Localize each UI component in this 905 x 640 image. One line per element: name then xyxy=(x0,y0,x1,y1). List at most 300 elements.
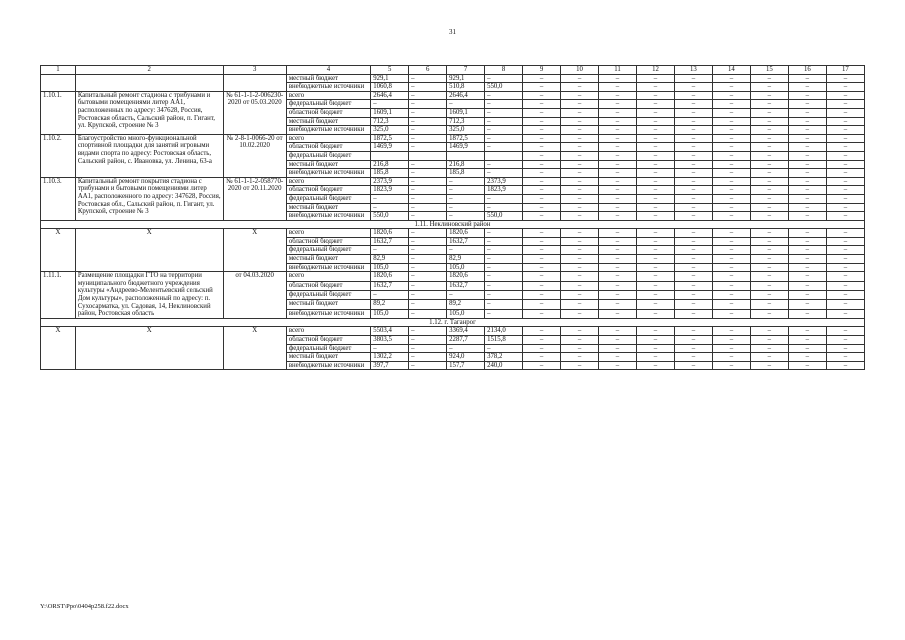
amount-cell: – xyxy=(409,237,447,246)
empty-value-cell: – xyxy=(561,246,599,255)
empty-value-cell: – xyxy=(750,151,788,160)
empty-value-cell: – xyxy=(599,91,637,100)
empty-value-cell: – xyxy=(599,336,637,345)
empty-value-cell: – xyxy=(826,126,864,135)
amount-cell: – xyxy=(485,246,523,255)
empty-value-cell: – xyxy=(523,126,561,135)
empty-value-cell: – xyxy=(636,229,674,238)
empty-value-cell: – xyxy=(599,300,637,309)
empty-value-cell: – xyxy=(561,134,599,143)
empty-value-cell: – xyxy=(636,194,674,203)
empty-value-cell: – xyxy=(523,290,561,299)
empty-value-cell: – xyxy=(599,361,637,370)
empty-value-cell: – xyxy=(599,186,637,195)
empty-value-cell: – xyxy=(826,203,864,212)
funding-source-cell: областной бюджет xyxy=(286,186,370,195)
amount-cell: – xyxy=(409,246,447,255)
column-number-cell: 5 xyxy=(371,66,409,75)
empty-value-cell: – xyxy=(636,169,674,178)
empty-value-cell: – xyxy=(712,108,750,117)
amount-cell: 712,3 xyxy=(371,117,409,126)
amount-cell: – xyxy=(485,74,523,83)
empty-value-cell: – xyxy=(636,91,674,100)
empty-value-cell: – xyxy=(561,353,599,362)
amount-cell: – xyxy=(447,100,485,109)
empty-value-cell: – xyxy=(750,169,788,178)
funding-source-cell: местный бюджет xyxy=(286,353,370,362)
empty-value-cell: – xyxy=(674,143,712,152)
empty-value-cell: – xyxy=(788,281,826,290)
amount-cell: 216,8 xyxy=(447,160,485,169)
empty-value-cell: – xyxy=(788,272,826,281)
amount-cell: – xyxy=(409,290,447,299)
amount-cell: 185,8 xyxy=(371,169,409,178)
amount-cell: 2287,7 xyxy=(447,336,485,345)
empty-value-cell: – xyxy=(561,169,599,178)
empty-value-cell: – xyxy=(788,255,826,264)
amount-cell xyxy=(485,151,523,160)
empty-value-cell: – xyxy=(636,361,674,370)
column-number-cell: 10 xyxy=(561,66,599,75)
empty-value-cell: – xyxy=(636,327,674,336)
empty-value-cell: – xyxy=(674,361,712,370)
empty-value-cell: – xyxy=(599,263,637,272)
empty-value-cell: – xyxy=(561,83,599,92)
budget-table xyxy=(40,65,865,370)
empty-value-cell: – xyxy=(826,281,864,290)
empty-value-cell: – xyxy=(826,83,864,92)
amount-cell: 325,0 xyxy=(371,126,409,135)
empty-value-cell: – xyxy=(636,83,674,92)
x-marker-cell: Х xyxy=(41,327,76,370)
table-row xyxy=(41,229,865,238)
empty-value-cell: – xyxy=(636,344,674,353)
empty-value-cell: – xyxy=(750,194,788,203)
empty-value-cell: – xyxy=(712,290,750,299)
empty-value-cell: – xyxy=(826,108,864,117)
empty-value-cell: – xyxy=(750,143,788,152)
empty-value-cell: – xyxy=(636,203,674,212)
project-document-cell: № 2-8-1-0066-20 от 10.02.2020 xyxy=(223,134,286,177)
amount-cell: 105,0 xyxy=(447,263,485,272)
empty-value-cell: – xyxy=(599,126,637,135)
empty-value-cell: – xyxy=(636,336,674,345)
amount-cell: – xyxy=(485,272,523,281)
empty-value-cell: – xyxy=(599,83,637,92)
project-description-cell: Размещение площадки ГТО на территории муниципального бюджетного учреждения культуры «Андреево-Мелентьевский сельский Дом культуры», расположенный по адресу: п. Сухосарматка, ул. Садовая, 14, Неклиновский район, Ростовская область xyxy=(75,272,223,319)
project-description-cell: Капитальный ремонт покрытия стадиона с трибунами и бытовыми помещениями литер АА1, расположенного по адресу: 347628, Россия, Ростовская обл., Сальский район, п. Гигант, ул. Крупской, строение № 3 xyxy=(75,177,223,220)
empty-value-cell: – xyxy=(674,203,712,212)
empty-value-cell: – xyxy=(788,126,826,135)
empty-value-cell: – xyxy=(523,336,561,345)
empty-value-cell: – xyxy=(674,160,712,169)
amount-cell: – xyxy=(409,229,447,238)
funding-source-cell: областной бюджет xyxy=(286,143,370,152)
empty-value-cell: – xyxy=(636,237,674,246)
empty-value-cell: – xyxy=(788,237,826,246)
funding-source-cell: федеральный бюджет xyxy=(286,246,370,255)
funding-source-cell: областной бюджет xyxy=(286,281,370,290)
amount-cell: 325,0 xyxy=(447,126,485,135)
empty-value-cell: – xyxy=(674,83,712,92)
amount-cell: 1609,1 xyxy=(371,108,409,117)
empty-value-cell: – xyxy=(636,186,674,195)
empty-value-cell: – xyxy=(826,263,864,272)
funding-source-cell: всего xyxy=(286,272,370,281)
empty-value-cell: – xyxy=(788,229,826,238)
empty-value-cell: – xyxy=(750,327,788,336)
amount-cell: 2646,4 xyxy=(447,91,485,100)
column-number-cell: 12 xyxy=(636,66,674,75)
empty-value-cell: – xyxy=(750,126,788,135)
empty-value-cell: – xyxy=(599,117,637,126)
amount-cell: 2134,0 xyxy=(485,327,523,336)
empty-value-cell: – xyxy=(826,300,864,309)
column-number-cell: 8 xyxy=(485,66,523,75)
empty-value-cell: – xyxy=(788,246,826,255)
empty-value-cell: – xyxy=(712,353,750,362)
empty-value-cell: – xyxy=(826,160,864,169)
amount-cell: – xyxy=(371,290,409,299)
empty-value-cell: – xyxy=(826,169,864,178)
empty-value-cell: – xyxy=(750,108,788,117)
empty-value-cell: – xyxy=(674,300,712,309)
empty-value-cell: – xyxy=(712,272,750,281)
empty-value-cell: – xyxy=(750,83,788,92)
empty-value-cell: – xyxy=(826,151,864,160)
empty-value-cell: – xyxy=(523,361,561,370)
amount-cell: – xyxy=(409,281,447,290)
empty-value-cell: – xyxy=(599,194,637,203)
empty-value-cell: – xyxy=(599,100,637,109)
empty-value-cell: – xyxy=(750,177,788,186)
amount-cell: 550,0 xyxy=(485,212,523,221)
funding-source-cell: внебюджетные источники xyxy=(286,263,370,272)
empty-value-cell: – xyxy=(599,74,637,83)
empty-value-cell: – xyxy=(674,290,712,299)
empty-value-cell: – xyxy=(561,203,599,212)
amount-cell: – xyxy=(409,134,447,143)
empty-value-cell: – xyxy=(599,255,637,264)
empty-value-cell: – xyxy=(561,126,599,135)
amount-cell: – xyxy=(447,246,485,255)
empty-value-cell: – xyxy=(712,281,750,290)
empty-value-cell: – xyxy=(788,160,826,169)
amount-cell: 378,2 xyxy=(485,353,523,362)
project-document-cell: № 61-1-1-2-006230-2020 от 05.03.2020 xyxy=(223,91,286,134)
empty-value-cell: – xyxy=(523,309,561,318)
empty-value-cell: – xyxy=(712,126,750,135)
empty-value-cell: – xyxy=(674,272,712,281)
amount-cell: – xyxy=(371,194,409,203)
empty-value-cell: – xyxy=(712,237,750,246)
empty-value-cell: – xyxy=(674,108,712,117)
empty-value-cell: – xyxy=(712,91,750,100)
amount-cell xyxy=(447,151,485,160)
funding-source-cell: внебюджетные источники xyxy=(286,361,370,370)
funding-source-cell: федеральный бюджет xyxy=(286,344,370,353)
amount-cell: 1469,9 xyxy=(371,143,409,152)
empty-value-cell: – xyxy=(712,336,750,345)
section-title-cell: 1.11. Неклиновский район xyxy=(41,220,865,229)
empty-value-cell: – xyxy=(788,336,826,345)
amount-cell: – xyxy=(409,126,447,135)
empty-value-cell: – xyxy=(674,281,712,290)
empty-value-cell: – xyxy=(826,194,864,203)
empty-value-cell: – xyxy=(788,143,826,152)
empty-value-cell: – xyxy=(599,281,637,290)
empty-value-cell: – xyxy=(599,151,637,160)
empty-value-cell: – xyxy=(674,255,712,264)
amount-cell: – xyxy=(485,290,523,299)
column-number-cell: 15 xyxy=(750,66,788,75)
empty-value-cell: – xyxy=(561,309,599,318)
empty-value-cell: – xyxy=(788,134,826,143)
empty-value-cell: – xyxy=(523,237,561,246)
empty-value-cell: – xyxy=(826,255,864,264)
empty-value-cell: – xyxy=(826,134,864,143)
empty-value-cell: – xyxy=(636,151,674,160)
amount-cell: 397,7 xyxy=(371,361,409,370)
amount-cell: 1060,8 xyxy=(371,83,409,92)
empty-value-cell: – xyxy=(523,246,561,255)
page-number: 31 xyxy=(449,28,456,36)
empty-value-cell: – xyxy=(561,336,599,345)
empty-value-cell: – xyxy=(826,272,864,281)
empty-value-cell: – xyxy=(636,309,674,318)
empty-value-cell: – xyxy=(636,74,674,83)
empty-value-cell: – xyxy=(674,169,712,178)
empty-value-cell: – xyxy=(561,212,599,221)
empty-value-cell: – xyxy=(750,336,788,345)
empty-value-cell: – xyxy=(750,74,788,83)
amount-cell: – xyxy=(485,309,523,318)
empty-value-cell: – xyxy=(599,134,637,143)
empty-value-cell: – xyxy=(674,177,712,186)
empty-value-cell: – xyxy=(599,169,637,178)
empty-value-cell: – xyxy=(788,177,826,186)
amount-cell: – xyxy=(409,327,447,336)
funding-source-cell: местный бюджет xyxy=(286,160,370,169)
amount-cell: 89,2 xyxy=(371,300,409,309)
empty-value-cell: – xyxy=(712,117,750,126)
empty-value-cell: – xyxy=(636,177,674,186)
amount-cell: – xyxy=(447,194,485,203)
empty-value-cell: – xyxy=(750,91,788,100)
empty-value-cell: – xyxy=(750,246,788,255)
empty-value-cell: – xyxy=(636,263,674,272)
amount-cell: 1872,5 xyxy=(447,134,485,143)
empty-value-cell: – xyxy=(523,281,561,290)
funding-source-cell: внебюджетные источники xyxy=(286,169,370,178)
table-row xyxy=(41,91,865,100)
empty-value-cell: – xyxy=(636,212,674,221)
amount-cell: – xyxy=(409,186,447,195)
empty-value-cell: – xyxy=(788,203,826,212)
empty-value-cell: – xyxy=(599,143,637,152)
empty-value-cell: – xyxy=(788,327,826,336)
empty-value-cell: – xyxy=(788,100,826,109)
empty-value-cell: – xyxy=(599,353,637,362)
empty-value-cell: – xyxy=(750,229,788,238)
empty-value-cell: – xyxy=(636,246,674,255)
amount-cell: – xyxy=(447,203,485,212)
empty-value-cell: – xyxy=(788,194,826,203)
empty-value-cell: – xyxy=(561,74,599,83)
amount-cell: 1872,5 xyxy=(371,134,409,143)
empty-value-cell: – xyxy=(712,74,750,83)
empty-value-cell: – xyxy=(712,194,750,203)
empty-value-cell: – xyxy=(712,344,750,353)
empty-value-cell: – xyxy=(523,272,561,281)
empty-value-cell: – xyxy=(712,134,750,143)
column-number-cell: 2 xyxy=(75,66,223,75)
empty-value-cell: – xyxy=(636,300,674,309)
amount-cell: 929,1 xyxy=(447,74,485,83)
empty-value-cell: – xyxy=(826,100,864,109)
empty-value-cell: – xyxy=(674,327,712,336)
empty-value-cell: – xyxy=(750,290,788,299)
empty-value-cell: – xyxy=(523,229,561,238)
funding-source-cell: внебюджетные источники xyxy=(286,126,370,135)
empty-value-cell: – xyxy=(523,344,561,353)
amount-cell: 89,2 xyxy=(447,300,485,309)
amount-cell: 712,3 xyxy=(447,117,485,126)
amount-cell: 1302,2 xyxy=(371,353,409,362)
empty-value-cell: – xyxy=(750,281,788,290)
empty-value-cell: – xyxy=(674,344,712,353)
project-description-cell: Капитальный ремонт стадиона с трибунами и бытовыми помещениями литер АА1, расположенных по адресу: 347628, Россия, Ростовская область, Сальский район, п. Гигант, ул. Крупской, строение № 3 xyxy=(75,91,223,134)
x-marker-cell: Х xyxy=(223,327,286,370)
empty-value-cell: – xyxy=(674,353,712,362)
empty-value-cell: – xyxy=(788,353,826,362)
column-number-cell: 7 xyxy=(447,66,485,75)
section-title-cell: 1.12. г. Таганрог xyxy=(41,318,865,327)
amount-cell: – xyxy=(409,91,447,100)
amount-cell: 82,9 xyxy=(447,255,485,264)
empty-value-cell: – xyxy=(561,237,599,246)
empty-value-cell: – xyxy=(636,134,674,143)
amount-cell: – xyxy=(409,255,447,264)
blank-cell xyxy=(75,74,223,91)
empty-value-cell: – xyxy=(788,91,826,100)
empty-value-cell: – xyxy=(523,83,561,92)
column-number-cell: 14 xyxy=(712,66,750,75)
amount-cell: 105,0 xyxy=(371,309,409,318)
amount-cell: – xyxy=(485,281,523,290)
empty-value-cell: – xyxy=(599,177,637,186)
funding-source-cell: всего xyxy=(286,327,370,336)
column-number-row xyxy=(41,66,865,75)
empty-value-cell: – xyxy=(826,344,864,353)
funding-source-cell: внебюджетные источники xyxy=(286,212,370,221)
amount-cell: 1632,7 xyxy=(447,237,485,246)
amount-cell: – xyxy=(371,246,409,255)
empty-value-cell: – xyxy=(599,229,637,238)
amount-cell: – xyxy=(409,263,447,272)
funding-source-cell: всего xyxy=(286,134,370,143)
project-document-cell: от 04.03.2020 xyxy=(223,272,286,319)
amount-cell: – xyxy=(485,108,523,117)
amount-cell: – xyxy=(409,160,447,169)
empty-value-cell: – xyxy=(523,100,561,109)
empty-value-cell: – xyxy=(636,255,674,264)
empty-value-cell: – xyxy=(712,160,750,169)
amount-cell: 2373,9 xyxy=(371,177,409,186)
empty-value-cell: – xyxy=(712,186,750,195)
funding-source-cell: федеральный бюджет xyxy=(286,100,370,109)
empty-value-cell: – xyxy=(750,344,788,353)
empty-value-cell: – xyxy=(561,108,599,117)
amount-cell: 1632,7 xyxy=(447,281,485,290)
empty-value-cell: – xyxy=(636,100,674,109)
empty-value-cell: – xyxy=(561,344,599,353)
empty-value-cell: – xyxy=(750,117,788,126)
footer-file-path: Y:\ORST\Ppo\0404p258.f22.docx xyxy=(40,603,129,610)
amount-cell: – xyxy=(409,74,447,83)
empty-value-cell: – xyxy=(523,143,561,152)
empty-value-cell: – xyxy=(826,143,864,152)
empty-value-cell: – xyxy=(561,194,599,203)
amount-cell: – xyxy=(447,212,485,221)
empty-value-cell: – xyxy=(561,100,599,109)
column-number-cell: 13 xyxy=(674,66,712,75)
empty-value-cell: – xyxy=(788,117,826,126)
empty-value-cell: – xyxy=(523,91,561,100)
amount-cell: 3803,5 xyxy=(371,336,409,345)
empty-value-cell: – xyxy=(750,186,788,195)
amount-cell: 2373,9 xyxy=(485,177,523,186)
empty-value-cell: – xyxy=(826,237,864,246)
amount-cell: 1632,7 xyxy=(371,281,409,290)
amount-cell: – xyxy=(409,353,447,362)
empty-value-cell: – xyxy=(826,246,864,255)
amount-cell: 1469,9 xyxy=(447,143,485,152)
empty-value-cell: – xyxy=(788,309,826,318)
amount-cell: – xyxy=(409,169,447,178)
amount-cell: – xyxy=(409,272,447,281)
empty-value-cell: – xyxy=(561,229,599,238)
empty-value-cell: – xyxy=(674,212,712,221)
empty-value-cell: – xyxy=(712,177,750,186)
empty-value-cell: – xyxy=(636,143,674,152)
empty-value-cell: – xyxy=(523,108,561,117)
empty-value-cell: – xyxy=(788,74,826,83)
empty-value-cell: – xyxy=(750,272,788,281)
funding-source-cell: местный бюджет xyxy=(286,203,370,212)
amount-cell: 1515,8 xyxy=(485,336,523,345)
project-number-cell: 1.10.2. xyxy=(41,134,76,177)
amount-cell: – xyxy=(485,134,523,143)
empty-value-cell: – xyxy=(826,229,864,238)
empty-value-cell: – xyxy=(712,212,750,221)
amount-cell: 216,8 xyxy=(371,160,409,169)
empty-value-cell: – xyxy=(599,309,637,318)
amount-cell: 3369,4 xyxy=(447,327,485,336)
column-number-cell: 6 xyxy=(409,66,447,75)
amount-cell: – xyxy=(447,186,485,195)
funding-source-cell: областной бюджет xyxy=(286,237,370,246)
empty-value-cell: – xyxy=(826,336,864,345)
empty-value-cell: – xyxy=(712,361,750,370)
amount-cell: 1820,6 xyxy=(447,229,485,238)
funding-source-cell: всего xyxy=(286,229,370,238)
amount-cell: – xyxy=(409,203,447,212)
empty-value-cell: – xyxy=(750,100,788,109)
funding-source-cell: местный бюджет xyxy=(286,74,370,83)
empty-value-cell: – xyxy=(561,300,599,309)
empty-value-cell: – xyxy=(712,246,750,255)
